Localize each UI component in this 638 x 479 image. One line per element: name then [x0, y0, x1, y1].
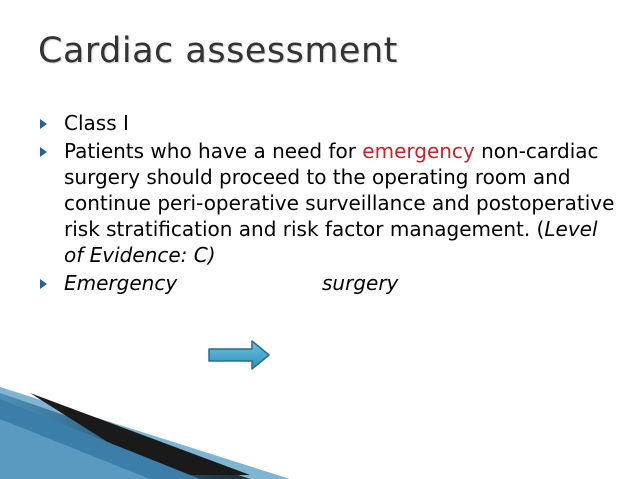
emergency-highlight: emergency — [362, 139, 475, 163]
emergency-label: Emergency — [64, 271, 178, 295]
slide-title: Cardiac assessment — [38, 31, 398, 71]
bullet-list — [40, 110, 620, 298]
recommendation-text-start: Patients who have a need for — [64, 139, 363, 163]
recommendation-text — [64, 139, 614, 267]
surgery-label: surgery — [322, 271, 399, 295]
bullet-recommendation — [40, 138, 620, 268]
triangle-bullet-icon — [40, 147, 47, 157]
decorative-corner-wedge — [0, 379, 638, 479]
bullet-emergency-surgery — [40, 270, 620, 296]
recommendation-text-rest: non-cardiac surgery should proceed to the operating room and continue peri-operative surveillance and postoperative risk stratification and risk factor management. ( — [64, 139, 615, 241]
triangle-bullet-icon — [40, 279, 47, 289]
triangle-bullet-icon — [40, 119, 47, 129]
level-of-evidence: Level of Evidence: C) — [64, 217, 598, 267]
right-arrow-icon — [208, 340, 270, 370]
bullet-text: Class I — [64, 111, 129, 135]
bullet-class-i — [40, 110, 620, 136]
